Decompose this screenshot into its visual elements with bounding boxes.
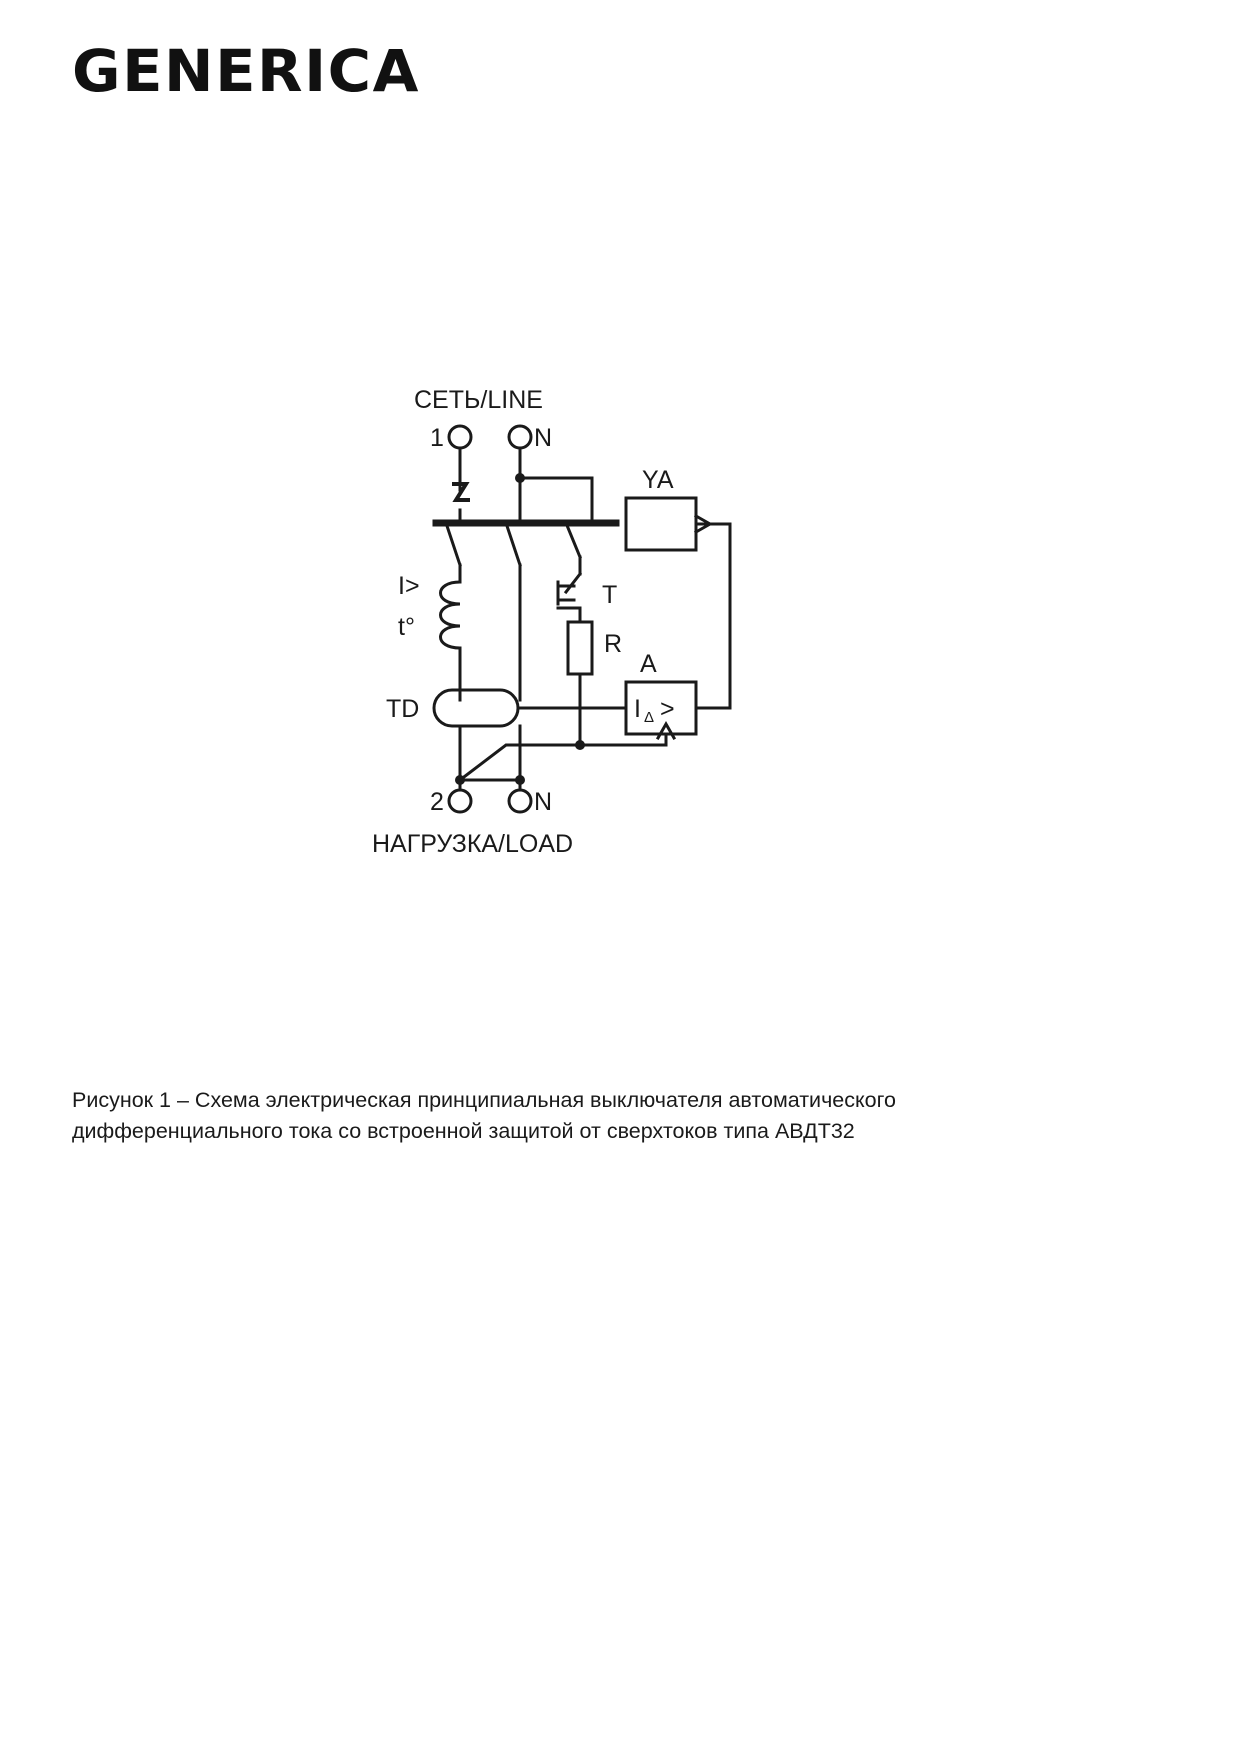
test-to-resistor <box>558 608 580 622</box>
brand-logo: GENERICA <box>72 37 420 105</box>
figure-caption <box>72 1085 1072 1147</box>
label-diff-subscript: Δ <box>644 709 655 726</box>
branch-to-actuator <box>520 478 592 525</box>
circuit-diagram <box>330 360 850 880</box>
test-button-lever <box>566 574 580 592</box>
figure-caption-line-1: Рисунок 1 – Схема электрическая принципиальная выключателя автоматического <box>72 1088 896 1112</box>
contact-line-pole <box>446 523 460 565</box>
label-terminal-bottom-neutral: N <box>534 788 553 816</box>
terminal-top-neutral-circle <box>509 426 531 448</box>
label-transformer: TD <box>386 695 420 723</box>
label-terminal-bottom-line: 2 <box>430 788 444 816</box>
label-diff-compare: > <box>660 695 675 723</box>
terminal-bottom-neutral-circle <box>509 790 531 812</box>
label-diff-current: I <box>634 695 641 723</box>
sense-wire-to-amplifier <box>580 734 666 745</box>
contact-aux-pole <box>566 523 580 557</box>
label-overcurrent: I> <box>398 572 420 600</box>
actuator-block <box>626 498 696 550</box>
terminal-bottom-line-circle <box>449 790 471 812</box>
label-actuator: YA <box>642 466 674 494</box>
label-test-button: T <box>602 581 618 609</box>
junction-dot-4 <box>575 740 585 750</box>
label-bottom-title: НАГРУЗКА/LOAD <box>372 830 574 858</box>
figure-caption-line-2: дифференциального тока со встроенной защитой от сверхтоков типа АВДТ32 <box>72 1119 855 1143</box>
amplifier-to-actuator-link <box>696 524 730 708</box>
label-terminal-top-neutral: N <box>534 424 553 452</box>
circuit-diagram-svg <box>330 360 850 880</box>
label-thermal: t° <box>398 613 415 641</box>
differential-transformer-core <box>434 690 518 726</box>
thermal-magnetic-release-coil <box>441 582 461 648</box>
label-resistor: R <box>604 630 623 658</box>
resistor-body <box>568 622 592 674</box>
label-top-title: СЕТЬ/LINE <box>414 386 543 414</box>
label-terminal-top-line: 1 <box>430 424 444 452</box>
label-amplifier: A <box>640 650 657 678</box>
contact-neutral-pole <box>506 523 520 565</box>
junction-dot-1 <box>515 473 525 483</box>
terminal-top-line-circle <box>449 426 471 448</box>
